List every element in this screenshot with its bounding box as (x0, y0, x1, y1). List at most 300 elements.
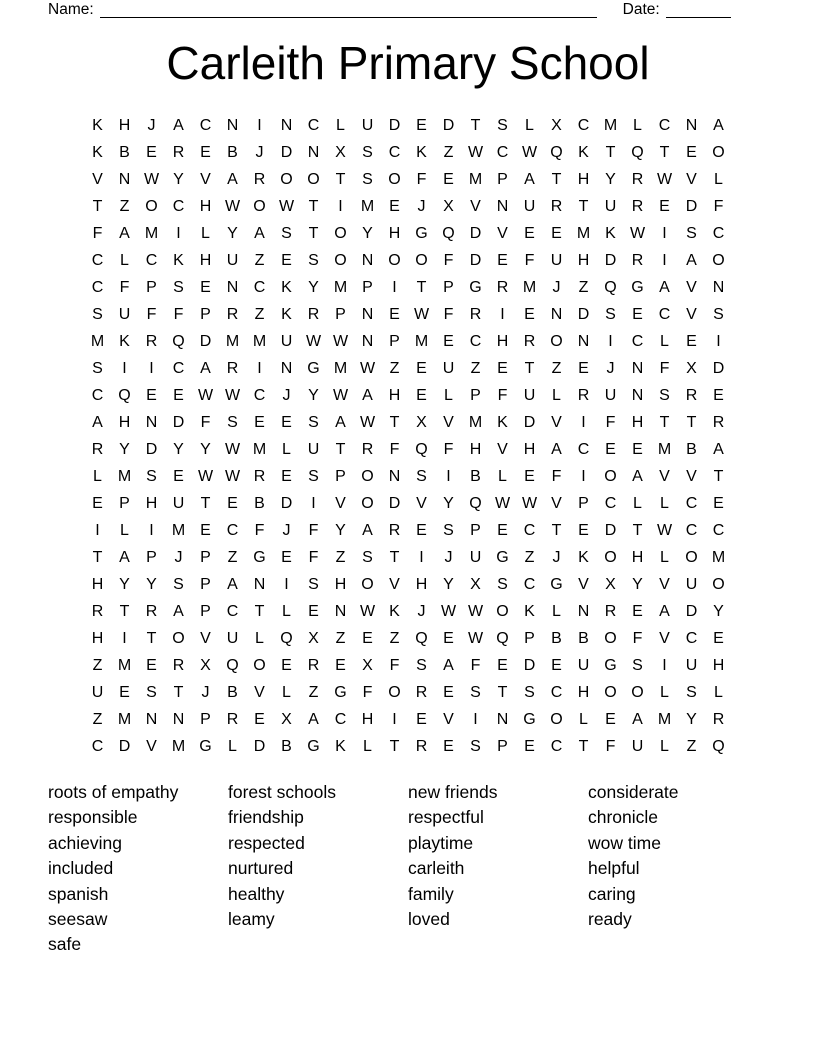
word-list-item: family (408, 883, 454, 904)
grid-letter: Y (362, 225, 373, 242)
word-list-item: carleith (408, 858, 465, 879)
grid-letter: Z (578, 279, 589, 296)
grid-letter: X (686, 360, 697, 377)
grid-letter: T (578, 738, 589, 755)
grid-row (84, 139, 732, 166)
grid-letter: I (149, 522, 154, 539)
grid-letter: I (446, 468, 451, 485)
grid-letter: E (443, 171, 454, 188)
grid-letter: Y (605, 171, 616, 188)
grid-letter: R (523, 333, 536, 350)
grid-letter: S (416, 468, 427, 485)
grid-letter: Z (254, 252, 265, 269)
grid-letter: S (308, 576, 319, 593)
grid-letter: A (173, 603, 184, 620)
grid-letter: H (334, 576, 347, 593)
grid-letter: C (91, 279, 104, 296)
grid-letter: S (470, 738, 481, 755)
word-list-item: new friends (408, 782, 498, 802)
grid-letter: J (417, 603, 426, 620)
grid-letter: F (308, 549, 319, 566)
grid-letter: U (172, 495, 185, 512)
grid-letter: L (336, 117, 345, 134)
grid-letter: J (417, 198, 426, 215)
grid-letter: A (362, 522, 373, 539)
grid-letter: L (120, 522, 129, 539)
grid-letter: H (631, 549, 644, 566)
grid-letter: I (257, 360, 262, 377)
grid-letter: C (388, 144, 401, 161)
grid-letter: C (226, 603, 239, 620)
grid-letter: S (713, 306, 724, 323)
grid-letter: T (389, 738, 400, 755)
grid-letter: Q (442, 225, 455, 242)
grid-letter: V (659, 468, 670, 485)
grid-letter: C (685, 522, 698, 539)
grid-letter: T (497, 684, 508, 701)
grid-letter: U (91, 684, 104, 701)
grid-letter: F (551, 468, 562, 485)
grid-letter: A (227, 171, 238, 188)
grid-letter: T (524, 360, 535, 377)
grid-letter: R (712, 711, 725, 728)
grid-row (84, 274, 732, 301)
grid-letter: M (117, 711, 132, 728)
grid-letter: M (360, 198, 375, 215)
grid-letter: A (443, 657, 454, 674)
grid-letter: E (281, 414, 292, 431)
grid-letter: O (712, 576, 725, 593)
grid-letter: H (577, 684, 590, 701)
grid-letter: E (713, 495, 724, 512)
grid-letter: M (603, 117, 618, 134)
grid-letter: C (658, 306, 671, 323)
grid-letter: M (657, 711, 672, 728)
grid-letter: S (497, 576, 508, 593)
grid-letter: Y (443, 576, 454, 593)
grid-letter: C (550, 684, 563, 701)
grid-letter: E (551, 657, 562, 674)
grid-letter: T (335, 441, 346, 458)
grid-letter: L (714, 171, 723, 188)
grid-letter: E (551, 225, 562, 242)
grid-letter: K (119, 333, 130, 350)
grid-letter: C (712, 522, 725, 539)
grid-letter: A (362, 387, 373, 404)
grid-letter: R (550, 198, 563, 215)
grid-letter: P (362, 279, 373, 296)
grid-letter: W (224, 198, 241, 215)
grid-letter: W (521, 144, 538, 161)
grid-letter: E (389, 198, 400, 215)
grid-letter: W (359, 414, 376, 431)
grid-letter: A (200, 360, 211, 377)
grid-letter: O (604, 468, 617, 485)
grid-letter: M (144, 225, 159, 242)
grid-letter: G (199, 738, 212, 755)
grid-letter: U (577, 657, 590, 674)
grid-letter: S (173, 279, 184, 296)
grid-letter: N (577, 603, 590, 620)
grid-letter: D (172, 414, 185, 431)
grid-row (84, 544, 732, 571)
grid-letter: Z (227, 549, 238, 566)
grid-letter: M (171, 738, 186, 755)
grid-letter: G (496, 549, 509, 566)
grid-letter: E (605, 441, 616, 458)
grid-letter: Y (632, 576, 643, 593)
grid-letter: E (416, 360, 427, 377)
grid-letter: F (443, 441, 454, 458)
grid-letter: O (253, 198, 266, 215)
word-list-item: chronicle (588, 807, 659, 828)
grid-letter: R (253, 171, 266, 188)
grid-letter: V (551, 495, 562, 512)
grid-letter: K (524, 603, 535, 620)
grid-letter: E (362, 630, 373, 647)
grid-letter: I (473, 711, 478, 728)
grid-letter: R (388, 522, 401, 539)
grid-letter: E (443, 630, 454, 647)
grid-letter: Q (712, 738, 725, 755)
grid-letter: Q (550, 144, 563, 161)
grid-letter: U (442, 360, 455, 377)
grid-letter: Q (280, 630, 293, 647)
grid-letter: L (660, 549, 669, 566)
grid-letter: I (122, 630, 127, 647)
grid-letter: N (496, 711, 509, 728)
grid-letter: H (118, 117, 131, 134)
grid-letter: L (282, 684, 291, 701)
grid-letter: V (389, 576, 400, 593)
grid-letter: D (442, 117, 455, 134)
grid-letter: R (226, 360, 239, 377)
grid-letter: U (226, 252, 239, 269)
grid-letter: L (282, 441, 291, 458)
grid-letter: V (254, 684, 265, 701)
grid-letter: F (605, 738, 616, 755)
grid-letter: O (388, 171, 401, 188)
grid-letter: A (119, 549, 130, 566)
word-list-item: playtime (408, 832, 474, 853)
grid-letter: S (470, 684, 481, 701)
grid-letter: A (659, 279, 670, 296)
grid-letter: N (172, 711, 185, 728)
grid-letter: Y (713, 603, 724, 620)
grid-letter: A (659, 603, 670, 620)
grid-letter: C (658, 117, 671, 134)
grid-letter: Y (119, 576, 130, 593)
grid-letter: E (146, 387, 157, 404)
grid-letter: R (91, 441, 104, 458)
grid-letter: C (496, 144, 509, 161)
grid-row (84, 382, 732, 409)
grid-letter: G (604, 657, 617, 674)
grid-row (84, 247, 732, 274)
grid-row (84, 112, 732, 139)
grid-letter: F (632, 630, 643, 647)
grid-letter: E (173, 468, 184, 485)
grid-letter: V (686, 468, 697, 485)
grid-letter: H (496, 333, 509, 350)
grid-letter: B (227, 144, 238, 161)
grid-letter: C (199, 117, 212, 134)
grid-letter: N (631, 360, 644, 377)
grid-letter: E (254, 711, 265, 728)
grid-letter: H (91, 576, 104, 593)
grid-letter: V (416, 495, 427, 512)
grid-letter: F (308, 522, 319, 539)
grid-letter: G (631, 279, 644, 296)
grid-letter: M (468, 171, 483, 188)
grid-letter: H (388, 225, 401, 242)
grid-letter: M (333, 360, 348, 377)
grid-letter: R (415, 684, 428, 701)
grid-letter: U (604, 387, 617, 404)
grid-letter: S (146, 684, 157, 701)
grid-letter: E (416, 522, 427, 539)
grid-letter: F (443, 306, 454, 323)
grid-letter: Z (335, 549, 346, 566)
grid-letter: D (523, 657, 536, 674)
grid-letter: O (361, 576, 374, 593)
grid-letter: E (254, 414, 265, 431)
grid-letter: E (524, 468, 535, 485)
grid-letter: T (173, 684, 184, 701)
grid-letter: O (550, 333, 563, 350)
grid-letter: R (496, 279, 509, 296)
grid-row (84, 733, 732, 760)
grid-letter: N (226, 117, 239, 134)
grid-letter: M (522, 279, 537, 296)
word-list-item: spanish (48, 883, 109, 904)
grid-letter: I (392, 279, 397, 296)
grid-letter: X (200, 657, 211, 674)
grid-letter: A (92, 414, 103, 431)
grid-letter: T (578, 198, 589, 215)
grid-letter: D (712, 360, 725, 377)
grid-letter: N (550, 306, 563, 323)
grid-letter: C (145, 252, 158, 269)
grid-letter: B (686, 441, 697, 458)
grid-letter: S (173, 576, 184, 593)
name-input-line[interactable] (100, 3, 597, 18)
grid-letter: M (171, 522, 186, 539)
grid-letter: D (280, 144, 293, 161)
grid-letter: I (176, 225, 181, 242)
grid-letter: E (200, 279, 211, 296)
grid-letter: K (335, 738, 346, 755)
grid-letter: L (660, 495, 669, 512)
grid-letter: E (443, 738, 454, 755)
grid-letter: Y (335, 522, 346, 539)
grid-row (84, 301, 732, 328)
grid-letter: E (497, 360, 508, 377)
grid-letter: U (307, 441, 320, 458)
grid-letter: O (172, 630, 185, 647)
grid-row (84, 463, 732, 490)
grid-letter: A (632, 711, 643, 728)
grid-letter: C (91, 387, 104, 404)
name-date-row (48, 0, 737, 18)
grid-letter: C (307, 117, 320, 134)
grid-letter: X (443, 198, 454, 215)
date-label: Date: (622, 1, 660, 18)
grid-letter: I (392, 711, 397, 728)
grid-letter: R (145, 603, 158, 620)
grid-letter: X (470, 576, 481, 593)
grid-letter: Q (604, 279, 617, 296)
grid-letter: I (581, 468, 586, 485)
grid-letter: J (444, 549, 453, 566)
grid-letter: Z (254, 306, 265, 323)
grid-letter: T (308, 198, 319, 215)
grid-letter: F (470, 657, 481, 674)
grid-letter: O (280, 171, 293, 188)
grid-letter: Q (415, 630, 428, 647)
word-list-item: seesaw (48, 909, 108, 930)
grid-letter: F (119, 279, 130, 296)
grid-letter: I (662, 252, 667, 269)
grid-letter: O (685, 549, 698, 566)
grid-letter: R (145, 333, 158, 350)
grid-letter: C (685, 495, 698, 512)
grid-letter: W (359, 360, 376, 377)
grid-letter: L (633, 117, 642, 134)
grid-letter: E (686, 333, 697, 350)
grid-letter: I (662, 225, 667, 242)
grid-letter: J (282, 522, 291, 539)
grid-letter: S (443, 522, 454, 539)
grid-letter: T (470, 117, 481, 134)
grid-letter: P (200, 711, 211, 728)
grid-letter: H (523, 441, 536, 458)
grid-letter: Z (686, 738, 697, 755)
grid-letter: X (281, 711, 292, 728)
grid-letter: D (199, 333, 212, 350)
grid-letter: R (469, 306, 482, 323)
grid-letter: C (91, 738, 104, 755)
grid-letter: V (686, 279, 697, 296)
word-list-item: caring (588, 883, 636, 904)
grid-letter: J (282, 387, 291, 404)
grid-letter: J (606, 360, 615, 377)
grid-letter: B (281, 738, 292, 755)
grid-letter: O (361, 495, 374, 512)
grid-letter: C (577, 117, 590, 134)
grid-letter: V (659, 630, 670, 647)
grid-letter: D (145, 441, 158, 458)
grid-letter: E (281, 549, 292, 566)
grid-letter: D (523, 414, 536, 431)
grid-letter: E (632, 603, 643, 620)
grid-letter: W (278, 198, 295, 215)
grid-letter: F (443, 252, 454, 269)
grid-letter: N (118, 171, 131, 188)
grid-letter: W (224, 441, 241, 458)
grid-row (84, 355, 732, 382)
grid-letter: L (282, 603, 291, 620)
grid-letter: E (200, 522, 211, 539)
grid-letter: U (685, 657, 698, 674)
grid-letter: Z (92, 711, 103, 728)
grid-letter: A (686, 252, 697, 269)
grid-letter: R (226, 306, 239, 323)
grid-letter: T (416, 279, 427, 296)
word-list-item: loved (408, 909, 450, 930)
grid-letter: L (255, 630, 264, 647)
grid-letter: H (145, 495, 158, 512)
grid-letter: M (711, 549, 726, 566)
grid-letter: F (524, 252, 535, 269)
grid-letter: H (577, 252, 590, 269)
grid-letter: J (552, 279, 561, 296)
grid-letter: M (252, 333, 267, 350)
grid-letter: R (631, 198, 644, 215)
grid-letter: W (305, 333, 322, 350)
grid-letter: Z (335, 630, 346, 647)
grid-letter: W (143, 171, 160, 188)
grid-letter: L (525, 117, 534, 134)
grid-letter: E (713, 387, 724, 404)
grid-letter: G (469, 279, 482, 296)
grid-letter: T (92, 549, 103, 566)
grid-letter: E (281, 657, 292, 674)
grid-letter: Q (415, 441, 428, 458)
grid-letter: Z (551, 360, 562, 377)
grid-letter: N (361, 333, 374, 350)
grid-letter: B (119, 144, 130, 161)
grid-letter: X (605, 576, 616, 593)
grid-letter: I (122, 360, 127, 377)
grid-letter: A (119, 225, 130, 242)
grid-letter: H (415, 576, 428, 593)
grid-letter: P (470, 522, 481, 539)
grid-letter: E (92, 495, 103, 512)
grid-letter: F (362, 684, 373, 701)
grid-letter: G (334, 684, 347, 701)
grid-letter: E (578, 360, 589, 377)
grid-letter: S (92, 306, 103, 323)
word-list-column (588, 780, 678, 958)
grid-row (84, 706, 732, 733)
grid-letter: N (253, 576, 266, 593)
grid-letter: Z (443, 144, 454, 161)
word-list-item: wow time (588, 832, 661, 853)
grid-letter: K (281, 306, 292, 323)
grid-letter: H (361, 711, 374, 728)
grid-letter: O (253, 657, 266, 674)
grid-letter: D (253, 738, 266, 755)
grid-letter: L (660, 333, 669, 350)
grid-letter: E (443, 333, 454, 350)
grid-letter: A (713, 117, 724, 134)
grid-letter: D (469, 225, 482, 242)
grid-letter: Z (92, 657, 103, 674)
grid-letter: R (361, 441, 374, 458)
grid-letter: S (308, 252, 319, 269)
grid-letter: A (524, 171, 535, 188)
grid-letter: U (361, 117, 374, 134)
word-list-item: healthy (228, 883, 285, 904)
grid-letter: K (497, 414, 508, 431)
grid-row (84, 436, 732, 463)
grid-letter: N (496, 198, 509, 215)
date-input-line[interactable] (666, 3, 731, 18)
grid-letter: W (332, 387, 349, 404)
grid-letter: X (551, 117, 562, 134)
grid-letter: W (656, 522, 673, 539)
